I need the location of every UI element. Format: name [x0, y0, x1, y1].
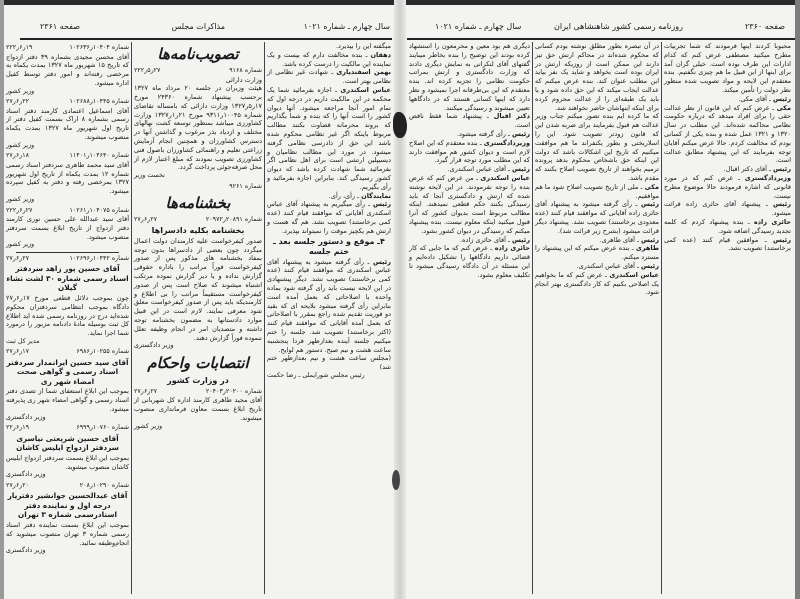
column: [6, 42, 129, 557]
paragraph: بموجب این ابلاغ بسمت سردفتر ازدواج ایلیس کاشان منصوب میشوید.: [6, 453, 129, 471]
paragraph: رئیس ـ آقای مکی.: [738, 94, 791, 103]
signature: مدیر کل ثبت: [6, 337, 40, 345]
paragraph: حائری زاده ـ بنده پیشنهاد کردم که کلمه تجدید رسیدگی اضافه شود.: [664, 217, 791, 235]
subheading: بخشنامه بکلیه دادسراها: [151, 225, 245, 235]
paragraph: بموجب این ابلاغ استعفای شما از تصدی دفتر اسناد رسمی و گواهی امضاء شهر ری پذیرفته میشود.: [6, 387, 129, 414]
signature: وزیر کشور: [6, 196, 35, 204]
addressee-heading: آقای حسین پور زاهد سردفتر اسناد رسمی شماره ۳۰ لشت نشاء گیلان: [6, 264, 129, 293]
reference-number: شماره ۱۰۴۰۴ر۱۰۲۶۳۶: [69, 44, 129, 51]
section-heading: انتصابات واحکام: [147, 353, 249, 372]
paragraph: عباس اسکندری ـ اجازه بفرمائید شما یک محکمه در این مالکیت داریم در درجه اول که تمام امور آنجا مراجعه میشود. آنها دیوان کشور را است آنها را که بنده و شما بگذاریم که بروند محرمانه قضاوت بکنند مطالب مربوط باینکه اگر غیر نظامی محکوم شده باشد این حق از دادرسی نظامی گرفته میشود. در مورد این مطالب نظامیان و دیسیپلین ارتشی است برای اهل نظامی اگر بفرمائید شما شهادت کرده باشد که دیوان کشور رسیدگی کند. بنابراین اجازه بفرمائید و رأی بگیریم.: [267, 85, 391, 191]
paragraph: رئیس ـ آقای حائری زاده.: [460, 235, 530, 244]
signature: وزیر کشور: [6, 241, 35, 249]
paragraph: هیئت وزیران در جلسه ۲۰ مرداد ماه ۱۳۲۷ برحسب پیشنهاد شماره ۲۴۳۶۰ مورخ ۱۷ر۵ر۱۳۲۷ وزارت دارائی که بامساله تقاضای شماره ۱۰۰۴۵ر۹۳۱۱ مورخ ۲۱ر۱ر۱۳۲۷ وزارت کشاورزی میباشد بمنظور توسعه کشت نهالهای مختلف و ازدیاد بذر مرغوب و گذاشتن آنها در دسترس کشاورزان و همچنین انجام آزمایش زراعتی تعلیم و راهنمائی کشاورزان باصول فنی کشاورزی تصویب نمودند که مبلغ اعتبار لازم از محل صرفه‌جوئی پرداخت گردد.: [134, 84, 262, 172]
scan-left-edge: [0, 0, 4, 599]
column-divider: [264, 42, 265, 594]
addressee-heading: آقای عبدالحسین جوانشیر دفتریار درجه اول و نماینده دفتر اسنادرسمی شماره ۳ تهران: [7, 491, 128, 520]
addressee-heading: آقای سید حسین ایرانمدار سردفتر اسناد رسمی و گواهی صحت امضاء شهر ری: [6, 357, 129, 386]
issue-number: سال چهارم ـ شماره ۱۰۲۱: [435, 22, 522, 31]
notice-date: ۲۷ر۶ر۲۷: [134, 216, 158, 224]
paragraph: رئیس ـ موافقین قیام کنند (عده کمی برخاستند) تصویب نشد.: [664, 235, 791, 253]
paragraph: میگفته این را بپذیرد.: [335, 42, 391, 50]
notice-number: [6, 98, 129, 107]
paragraph: رئیس ـ رأی میگیریم به پیشنهاد آقای عباس اسکندری آقایانی که موافقند قیام کنند (عده کمی برخاستند) تصویب نشد. هم گه هست و ارتش هم یکچیز موقت را نمیتواند بپذیرد.: [267, 200, 391, 235]
separator: [16, 252, 119, 253]
paragraph: چون بموجب دلائل قطعی مورخ ۱۷ر۶ر۲۷ دادگاه بموجب انتظامی سردفتران محکوم شده‌اید درج در روزنامه رسمی شده اید اطلاع کل ثبت بوسیله مادهٔ دادنامه مزبور را درمورد شما اجرا نماید.: [6, 293, 129, 338]
page-number: صفحه ۲۳۶۱: [40, 22, 81, 31]
signature: وزیر دادگستری: [6, 547, 46, 555]
left-page-header: [10, 22, 395, 36]
header-rule: [407, 38, 795, 40]
paragraph: رئیس ـ آقای طاهری.: [599, 235, 659, 244]
section-heading: تصویب‌نامه‌ها: [157, 45, 239, 63]
paragraph: رئیس ـ آقای عباس اسکندری.: [576, 261, 659, 270]
column: [535, 42, 659, 297]
reference-number: شماره ۱۰۷۶۰ر۶۹۹۹: [76, 424, 129, 432]
reference-number: شماره ۱۰۲۹۰ر۲۰۸: [79, 481, 129, 489]
column: [664, 42, 791, 253]
paragraph: رئیس ـ رأی گرفته میشود به پیشنهاد آقای حائری زاده آقایانی که موافقند قیام کنند (عده معدودی برخاستند) تصویب نشد. پیشنهاد دیگر قرائت میشود (بشرح زیر قرائت شد).: [535, 200, 659, 235]
paragraph: وزیردادگستری ـ عرض کنم که در مورد قانونی که اشاره فرمودند حالا موضوع مطرح نیست.: [664, 173, 791, 200]
paragraph: عباس اسکندری ـ عرض کنم که ما بخواهیم یک اصلاحی بکنیم که کار دادگستری بهتر انجام شود.: [535, 270, 659, 297]
signature: وزیر دادگستری: [134, 342, 174, 350]
reference-number: شماره ۱۰۴۴۵ر۱۰۲۶۸۸: [69, 98, 129, 106]
paragraph: بموجب این ابلاغ بسمت نماینده دفتر اسناد رسمی شماره ۳ تهران منصوب میشوید که انجام‌وظیفه نمائید.: [6, 520, 129, 547]
paragraph: طاهری ـ بنده عرض میکنم که این پیشنهاد را مسترد میکنم.: [535, 244, 659, 262]
notice-number: [6, 44, 129, 53]
reference-number: شماره ۹۲۶۱: [229, 182, 262, 190]
paragraph: که ما کرده ایم بنده تصور میکنم جناب وزیر عدالت هم قبول بفرمایند برای ضربه شدن این که قانون زودتر تصویب شود. این را اسلاریختی و بطور یکنفراند ما هم موافقت میکنیم که تاریخ این اشکالات باشد که دولت این اینکه حق باشخاص محکوم بدهد پرونده ترمیم بخواهند از تاریخ تصویب اصلاح بکنند که مقدم باشد.: [535, 112, 659, 182]
notice-number: [134, 183, 262, 192]
binding-mark: [392, 470, 400, 490]
paragraph: نمایندگان ـ رأی، رأی.: [328, 191, 391, 200]
signature: وزیر دادگستری: [6, 471, 46, 479]
notice-date: ۲۷ر۶ر۲۷: [134, 387, 158, 395]
paragraph: آقای سید محمد طاهری سردفتر اسناد رسمی شماره ۱۲ بمدت یکماه از تاریخ اول شهریور ۱۳۲۷ بمرخصی رفته و دفتر به کفیل سپرده میشود.: [6, 160, 130, 196]
paragraph: وزارت دارائی: [225, 75, 262, 84]
paragraph: آقای محسن مجیدی بشماره ۳۹ دفتر ازدواج که تاریخ ۱۵ شهریور ماه ۱۳۲۷ بمدت یکماه به مرخصی رفته‌اند و امور دفتر توسط کفیل اداره میشود.: [6, 52, 130, 87]
subheading: ۴ـ موقع و دستور جلسه بعد ـ ختم جلسه: [273, 236, 385, 256]
paragraph: وزیردادگستری ـ بنده معتقدم که این اصلاح لازم است و دیوان کشور هم موافقت دارند که این مطلب مورد توجه قرار گیرد.: [409, 138, 530, 165]
paragraph: آقای اسماعیل اعتمادی کارمند دفتر اسناد رسمی بشماره ۸ اراک بسمت کفیل دفتر از تاریخ اول شهریور ماه ۱۳۲۷ بمدت یکماه منصوب میشوند.: [6, 106, 129, 142]
notice-number: [134, 67, 262, 76]
signature: رئیس مجلس شورایملی ـ رضا حکمت: [267, 371, 365, 379]
header-rule: [20, 38, 392, 40]
notice-number: [6, 152, 129, 161]
reference-number: شماره ۱۰۴۰۷۵ر۱۰۲۶۱: [69, 206, 129, 214]
notice-number: [6, 482, 129, 491]
reference-number: شماره ۱۰۲۵۵ر۶۹۸۶: [76, 348, 129, 356]
paragraph: رئیس ـ رأی گرفته میشود.: [456, 129, 530, 138]
column-divider: [131, 42, 132, 594]
notice-date: ۱۹ر۶ر۲۲: [6, 424, 30, 432]
notice-number: [6, 348, 129, 357]
reference-number: شماره ۱۰۴۴۲ر۱۰۲۶۹۶: [69, 254, 129, 262]
notice-date: ۲۷ر۶ر۲۲۲: [6, 206, 33, 214]
column: [134, 42, 262, 432]
paragraph: صدور کیفرخواست علیه کارمندان دولت اعمال میگردد چون بعضی از دادسراها بدون توجه بمفاد بخشنامه های مذکور پس از صدور کیفرخواست فوراً مراتب را باداره حقوقی گزارش نداده و یا دیر گزارش نموده مرتکب اشتباه میشوند که صلاح است پس از صدور کیفرخواست مستقیماً مراتب را بی اطلاع و کارمندیکه باید پس از صدور کیفرخواست معلق شود معرفی نمایند. لازم است در این قبیل موارد دادستانها به مضمون بخشنامه توجه داشته و متصدیان امر در انجام وظیفه تعلل ننموده فوراً گزارش دهند.: [134, 236, 262, 342]
addressee-heading: آقای حسین شریعتی نیاسری سردفتر ازدواج ایلیس کاشان: [16, 433, 119, 453]
binding-mark: [393, 112, 407, 138]
paragraph: رئیس ـ پیشنهاد آقای حائری زاده قرائت میشود.: [664, 200, 791, 218]
page-gutter: [394, 0, 406, 599]
paragraph: مکی ـ عرض کنم که این قانون از نظر عدالت حقی را برای افراد میدهد که درباره حکومت نظامی محاکمه شده‌اند. این مطلب در سال ۱۳۲۰ و ۱۳۲۱ عمل شده و بنده یکی از کسانی بودم که مخالفت کردم. حالا عرض میکنم آقایان توجه بفرمایند که این پیشنهاد مطابق عدالت است.: [664, 103, 792, 165]
notice-date: ۱۹ر۶ر۲۲۲: [6, 44, 33, 51]
paragraph: عباس اسکندری ـ من عرض کنم که عرض بنده را توجه نفرمودند. در این لایحه نوشته شده که ارتش و دادگستری آنجا که باید رسیدگی بکنند حکم قطعی نمیدهند. اینکه مطالب مربوط است بدیوان کشور که آنرا قبول میکنید اینکه معلوم نیست. بنده پیشنهاد میکنم که رسیدگی در دیوان کشور بشود.: [409, 173, 530, 235]
section-heading: بخشنامه‌ها: [165, 194, 231, 213]
reference-number: شماره ۲۰۸۹۱ر۲۰۹۷۲: [205, 216, 262, 224]
right-page-header: [405, 22, 793, 36]
paragraph: (مجلس ساعت هشت و نیم بعدازظهر ختم شد): [267, 354, 391, 372]
paragraph: رئیس ـ آقای دکتر اقبال.: [723, 165, 791, 174]
paragraph: مکی ـ ملی از تاریخ تصویب اصلاح شود ما هم موافقیم.: [535, 182, 659, 200]
page-number: صفحه ۲۳۶۰: [744, 22, 785, 31]
signature: وزیر کشور: [6, 87, 35, 95]
subheading: در وزارت کشور: [167, 375, 229, 385]
paragraph: دهقان ـ بنده مخالفت دارم که بیست و یک نماینده این مالکیت را درست کرده باشد.: [267, 50, 391, 68]
reference-number: شماره ۹۱۶۸: [229, 67, 262, 74]
column-divider: [661, 42, 662, 594]
column-divider: [532, 42, 533, 594]
paragraph: محبوبا کردند اینها فرمودند که شما تجربیات مطرح میکنید مصطفی عرض کنم که کدام ادارات این طرف بوده است. خیلی گران آمد برای اینها از این قبیل ما هم چیزی نگفتیم. بنده معتقدم این لایحه و مواد تصویب شده منظور نظر دولت را تأمین میکند.: [664, 42, 791, 94]
notice-number: [6, 207, 129, 216]
paragraph: دکتر اقبال ـ پیشنهاد شما فقط ناقص است.: [409, 112, 530, 130]
column: [409, 42, 530, 280]
signature: وزیر کشور: [6, 141, 35, 149]
notice-date: ۲۷ر۵ر۲۲۲: [134, 67, 161, 74]
paragraph: بهمن اسفندیاری ـ شهادت غیر نظامی از نظامی بهتر است.: [267, 68, 391, 86]
paragraph: رئیس ـ رأی گرفته میشود به پیشنهاد آقای عباس اسکندری که موافقند قیام کنند (عده کمی برخاستند) تصویب نشد. دیگر پیشنهادی در این لایحه نیست باید رأی گرفته شود بماده واحده با اصلاحاتی که بعمل آمده است بنابراین رأی گرفته میشود بلایحه ای که بقید دو فوریت تقدیم شده راجع بمقرر با اصلاحاتی که بعمل آمده آقایانی که موافقند قیام کنند (اکثر برخاستند) تصویب شد. جلسه را ختم میکنیم جلسه آینده بعدازظهر فردا پنجشنبه ساعت هشت و نیم صبح. دستور هم لوایح.: [267, 257, 391, 354]
paragraph: در آن تبصره بطور مطلق نوشته بودم کسانی که محکوم شده‌اند در محاکم ارتش حق تیز دارند این ممکن است از روزیکه ارتش در ایران بوده است بخواهد و شاید یک نفر بیاید این مطلب عنوان کند. بنده عرض میکنم که عدالت ایجاب میکند که این حق داده شود و یا باید یک طبقه‌ای را از عدالت محروم کرده برای اینکه اینهاشان حاضر نخواهند شد.: [535, 42, 659, 112]
notice-date: ۲۰ر۶ر۲۷: [6, 481, 30, 489]
notice-date: ۱۷ر۶ر۲۷: [6, 348, 30, 356]
signature: نخست وزیر: [134, 172, 165, 180]
newspaper-title: روزنامه رسمی کشور شاهنشاهی ایران: [554, 22, 683, 31]
reference-number: شماره ۱۰۴۶۴۰ر۱۱۴۰۱: [69, 152, 129, 160]
paragraph: رئیس ـ آقای عباس اسکندری.: [447, 165, 530, 174]
paragraph: آقای سید عبدالله علی حسین نوری کارمند دفتر ازدواج از تاریخ ابلاغ بسمت سردفتر منصوب میشود.: [6, 215, 129, 241]
signature: وزیر کشور: [134, 422, 163, 430]
paragraph: آقای مجید طاهری کارمند اداره کل شهربانی از تاریخ ابلاغ بسمت معاون فرمانداری منصوب میشوند.: [134, 396, 262, 422]
notice-number: [6, 424, 129, 433]
notice-number: [134, 216, 262, 225]
notice-date: ۲۷ر۶ر۲۷: [6, 254, 30, 262]
notice-date: ۱۸ر۶ر۲۷: [6, 152, 30, 160]
paragraph: حائری زاده ـ عرض کنم که ما جایی که کار قضائی داریم دادگاهها را تشکیل داده‌ایم و این مسئله در آن دادگاه رسیدگی میشود تا تکلیف معلوم بشود.: [409, 244, 530, 279]
notice-number: [6, 255, 129, 264]
reference-number: شماره ۲۰۲۰۰ر۲۰۴۰۳: [205, 387, 262, 395]
notice-date: ۲۲ر۶ر۲۷: [6, 98, 30, 106]
issue-number: سال چهارم ـ شماره ۱۰۲۱: [303, 22, 390, 31]
section-title: مذاکرات مجلس: [171, 22, 225, 31]
column: [267, 42, 391, 381]
signature: وزیر دادگستری: [6, 413, 46, 421]
paragraph: دیگری هم بود معین و محرمعون را استشهاد کرده بودند این توضیح را بنده بخاطر میبایند گفتهای آقای لنکرانی به نمایش دیگری دادند که وزارت دادگستری و ارتش بمراتب حکومت نظامی را تجزیه کرده اند. بنده معتقدم که این بی‌طرفانه اجرا نمیشود و نظر دارد که اینها کسانی هستند که در دادگاهها تعیین میشوند و رسیدگی میکنند.: [409, 42, 530, 112]
scan-right-edge: [795, 0, 800, 599]
